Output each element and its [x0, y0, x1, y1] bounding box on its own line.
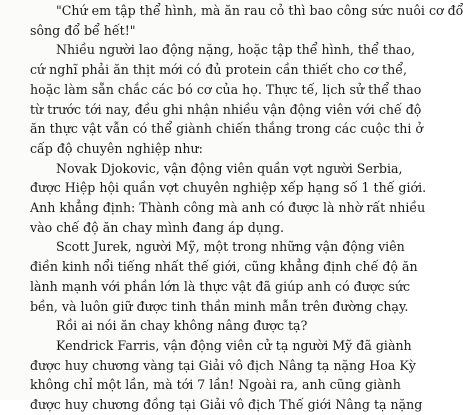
text-line: hoặc làm sẵn chắc các bó cơ của họ. Thực tế, lịch sử thể thao	[30, 81, 422, 97]
paragraph-intro	[30, 40, 423, 158]
text-line: Anh khẳng định: Thành công mà anh có được là nhờ rất nhiều	[30, 200, 426, 216]
text-line: Kendrick Farris, vận động viên cử tạ người Mỹ đã giành	[56, 337, 412, 353]
text-line: không chỉ một lần, mà tới 7 lần! Ngoài ra, anh cũng giành	[30, 377, 401, 393]
paragraph-djokovic	[30, 159, 427, 238]
text-line: sông đổ bể hết!"	[30, 22, 136, 38]
paragraph-farris	[30, 336, 423, 415]
text-line: vào chế độ ăn chay mình đang áp dụng.	[30, 219, 285, 235]
text-line: Novak Djokovic, vận động viên quần vợt người Serbia,	[56, 160, 403, 176]
text-line: lành mạnh với phần lớn là thực vật đã giúp anh có được sức	[30, 278, 411, 294]
text-line: từ trước tới nay, đều ghi nhận nhiều vận động viên với chế độ	[30, 101, 422, 117]
paragraph-question	[30, 316, 378, 336]
text-line: Nhiều người lao động nặng, hoặc tập thể hình, thể thao,	[56, 42, 416, 58]
text-line: được huy chương vàng tại Giải vô địch Nâng tạ nặng Hoa Kỳ	[30, 357, 416, 373]
paragraph-quote	[30, 1, 463, 40]
text-line: cấp độ chuyên nghiệp như:	[30, 140, 203, 156]
text-line: được huy chương đồng tại Giải vô địch Thế giới Nâng tạ nặng	[30, 397, 423, 413]
text-line: Scott Jurek, người Mỹ, một trong những vận động viên	[56, 239, 405, 255]
text-line: ăn thực vật vẫn có thể giành chiến thắng trong các cuộc thi ở	[30, 121, 423, 137]
text-line: Rồi ai nói ăn chay không nâng được tạ?	[56, 318, 308, 334]
text-line: được Hiệp hội quần vợt chuyên nghiệp xếp hạng số 1 thế giới.	[30, 180, 427, 196]
text-line: bền, và luôn giữ được tinh thần minh mẫn trên đường chạy.	[30, 298, 409, 314]
paragraph-jurek	[30, 237, 418, 316]
text-line: điền kinh nổi tiếng nhất thế giới, cũng khẳng định chế độ ăn	[30, 259, 418, 275]
text-line: "Chứ em tập thể hình, mà ăn rau cỏ thì bao công sức nuôi cơ đổ	[56, 3, 463, 18]
text-line: cứ nghĩ phải ăn thịt mới có đủ protein cần thiết cho cơ thể,	[30, 62, 407, 78]
